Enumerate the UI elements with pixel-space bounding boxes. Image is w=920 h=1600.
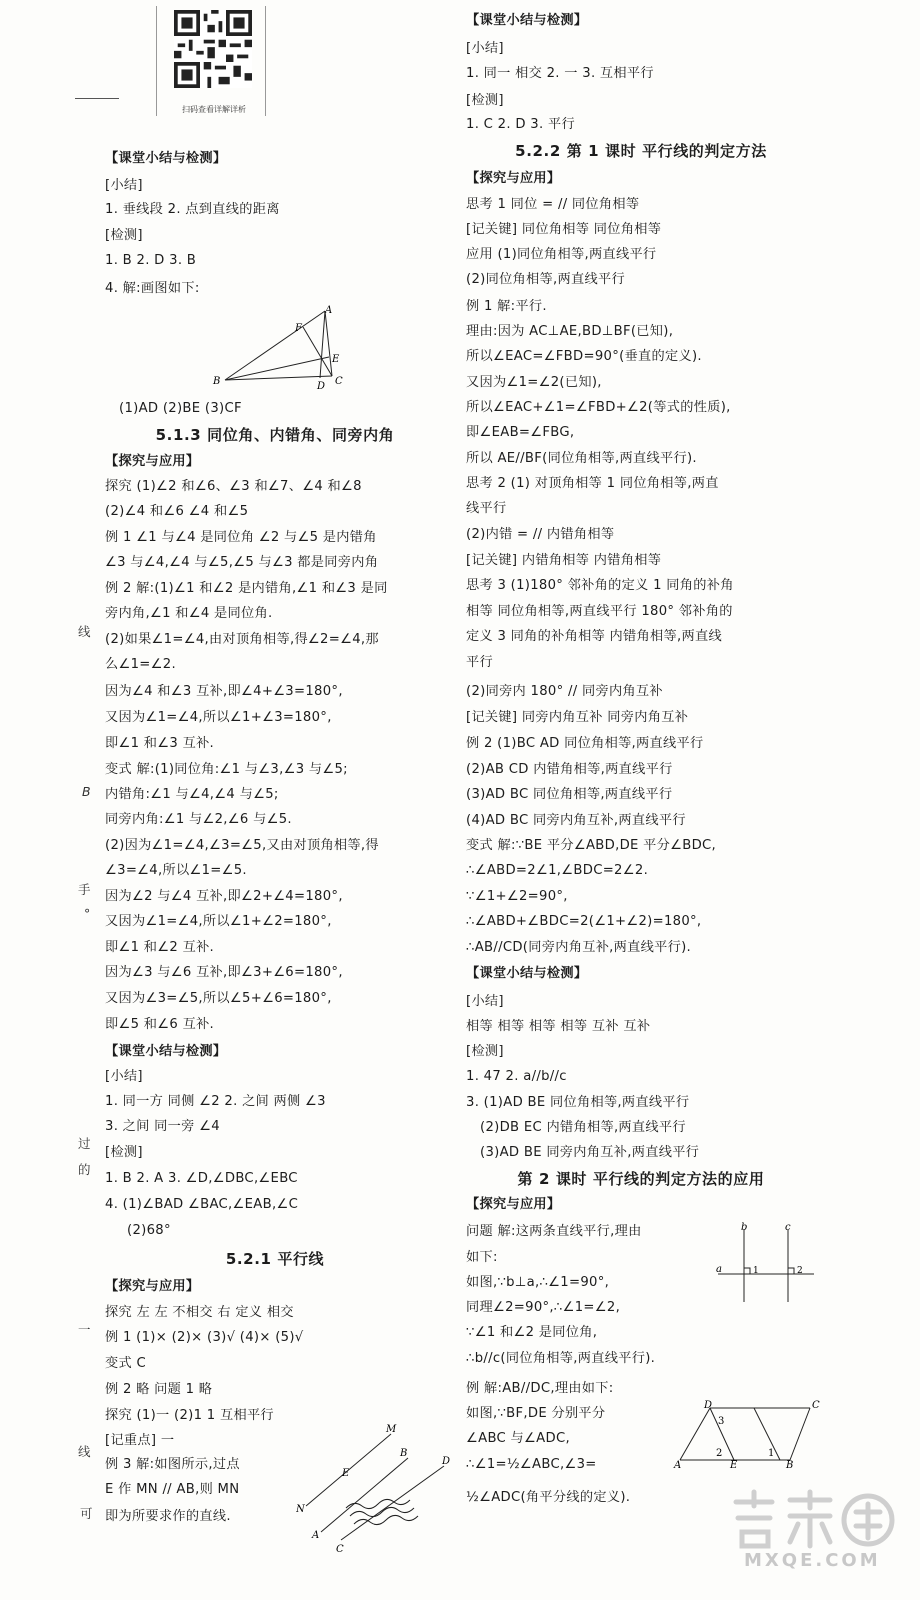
section-heading: 5.2.1 平行线 (225, 1250, 325, 1268)
text-line: ∴∠ABD+∠BDC=2(∠1+∠2)=180°, (466, 914, 702, 929)
text-line: 例 2 解:(1)∠1 和∠2 是内错角,∠1 和∠3 是同 (105, 581, 388, 596)
text-line: (2)同旁内 180° // 同旁内角互补 (466, 684, 663, 699)
text-line: 即∠1 和∠3 互补. (105, 736, 215, 751)
text-line: (4)AD BC 同旁内角互补,两直线平行 (466, 813, 686, 828)
text-line: (2)因为∠1=∠4,∠3=∠5,又由对顶角相等,得 (105, 838, 379, 853)
fig4-label: A (674, 1460, 682, 1468)
text-line: 思考 3 (1)180° 邻补角的定义 1 同角的补角 (466, 578, 734, 593)
text-line: 因为∠2 与∠4 互补,即∠2+∠4=180°, (105, 889, 343, 904)
fig1-label: C (335, 376, 343, 387)
fig1-label: D (317, 381, 326, 392)
text-line: [小结] (105, 1069, 143, 1084)
text-line: 又因为∠1=∠4,所以∠1+∠3=180°, (105, 710, 332, 725)
text-line: 平行 (466, 655, 493, 670)
margin-note: 线 (78, 624, 91, 639)
text-line: 思考 2 (1) 对顶角相等 1 同位角相等,两直 (466, 476, 719, 491)
fig2-label: E (342, 1468, 350, 1479)
text-line: 又因为∠3=∠5,所以∠5+∠6=180°, (105, 991, 332, 1006)
text-line: [检测] (105, 1145, 143, 1160)
text-line: ∴∠1=½∠ABC,∠3= (466, 1457, 597, 1472)
text-line: ½∠ADC(角平分线的定义). (466, 1490, 631, 1505)
text-line: [记关键] 同位角相等 同位角相等 (466, 222, 662, 237)
section-tag: 【课堂小结与检测】 (105, 151, 227, 166)
text-line: ∴b//c(同位角相等,两直线平行). (466, 1351, 656, 1366)
margin-note: 可 (80, 1506, 93, 1521)
text-line: (3)AD BC 同位角相等,两直线平行 (466, 787, 673, 802)
watermark-logo (728, 1488, 898, 1550)
fig4-label: E (730, 1460, 738, 1468)
text-line: 1. C 2. D 3. 平行 (466, 117, 575, 132)
fig4-label: 1 (768, 1448, 775, 1459)
text-line: 例 3 解:如图所示,过点 (105, 1457, 240, 1472)
text-line: 变式 解:∵BE 平分∠ABD,DE 平分∠BDC, (466, 838, 717, 853)
fig2-label: N (296, 1504, 305, 1515)
text-line: ∵∠1+∠2=90°, (466, 889, 568, 904)
section-tag: 【探究与应用】 (105, 1279, 200, 1294)
text-line: (2)如果∠1=∠4,由对顶角相等,得∠2=∠4,那 (105, 632, 379, 647)
text-line: [检测] (466, 93, 504, 108)
text-line: [记关键] 同旁内角互补 同旁内角互补 (466, 710, 689, 725)
text-line: [小结] (466, 994, 504, 1009)
section-tag: 【课堂小结与检测】 (105, 1044, 227, 1059)
text-line: 即∠5 和∠6 互补. (105, 1017, 215, 1032)
text-line: 又因为∠1=∠4,所以∠1+∠2=180°, (105, 914, 332, 929)
qr-code (168, 10, 258, 88)
text-line: 理由:因为 AC⊥AE,BD⊥BF(已知), (466, 324, 674, 339)
fig2-label: C (336, 1544, 344, 1555)
fig1-label: F (295, 323, 302, 334)
fig1-label: B (213, 376, 221, 387)
fig4-label: D (704, 1400, 713, 1411)
margin-note: 手 (78, 882, 91, 897)
text-line: [检测] (105, 228, 143, 243)
fig3-label: c (785, 1222, 791, 1233)
text-line: (2)∠4 和∠6 ∠4 和∠5 (105, 504, 249, 519)
text-line: 即∠EAB=∠FBG, (466, 425, 575, 440)
text-line: [小结] (466, 41, 504, 56)
text-line: ∴∠ABD=2∠1,∠BDC=2∠2. (466, 863, 649, 878)
text-line: 例 2 略 问题 1 略 (105, 1382, 213, 1397)
text-line: [记关键] 内错角相等 内错角相等 (466, 553, 662, 568)
fig3-label: b (741, 1222, 748, 1233)
text-line: (2)DB EC 内错角相等,两直线平行 (480, 1120, 686, 1135)
text-line: 如下: (466, 1250, 498, 1265)
text-line: 因为∠4 和∠3 互补,即∠4+∠3=180°, (105, 684, 343, 699)
text-line: ∠ABC 与∠ADC, (466, 1431, 570, 1446)
text-line: 变式 解:(1)同位角:∠1 与∠3,∠3 与∠5; (105, 762, 348, 777)
text-line: 例 解:AB//DC,理由如下: (466, 1381, 614, 1396)
fig4-label: C (812, 1400, 820, 1411)
section-tag: 【课堂小结与检测】 (466, 966, 588, 981)
text-line: 又因为∠1=∠2(已知), (466, 375, 602, 390)
text-line: 应用 (1)同位角相等,两直线平行 (466, 247, 657, 262)
text-line: 相等 同位角相等,两直线平行 180° 邻补角的 (466, 604, 733, 619)
text-line: 所以 AE//BF(同位角相等,两直线平行). (466, 451, 697, 466)
text-line: 3. 之间 同一旁 ∠4 (105, 1119, 220, 1134)
fig4-label: 3 (718, 1416, 725, 1427)
fig3-label: 1 (753, 1266, 759, 1276)
section-heading: 5.1.3 同位角、内错角、同旁内角 (155, 426, 395, 444)
text-line: 1. 同一 相交 2. 一 3. 互相平行 (466, 66, 654, 81)
figure-parallel-mn (296, 1420, 456, 1555)
text-line: 同旁内角:∠1 与∠2,∠6 与∠5. (105, 812, 292, 827)
section-heading: 5.2.2 第 1 课时 平行线的判定方法 (515, 142, 767, 160)
text-line: (2)AB CD 内错角相等,两直线平行 (466, 762, 673, 777)
margin-note: 过 (78, 1136, 91, 1151)
margin-note: ° (84, 906, 91, 921)
text-line: (1)AD (2)BE (3)CF (119, 401, 242, 416)
text-line: 1. B 2. A 3. ∠D,∠DBC,∠EBC (105, 1171, 298, 1186)
text-line: 线平行 (466, 501, 507, 516)
text-line: (2)同位角相等,两直线平行 (466, 272, 625, 287)
text-line: 如图,∵b⊥a,∴∠1=90°, (466, 1275, 610, 1290)
text-line: 3. (1)AD BE 同位角相等,两直线平行 (466, 1095, 690, 1110)
text-line: 相等 相等 相等 相等 互补 互补 (466, 1019, 651, 1034)
section-tag: 【探究与应用】 (466, 1197, 561, 1212)
watermark-url: MXQE.COM (744, 1550, 881, 1571)
text-line: 例 1 (1)× (2)× (3)√ (4)× (5)√ (105, 1330, 304, 1345)
text-line: [记重点] 一 (105, 1433, 175, 1448)
text-line: E 作 MN // AB,则 MN (105, 1482, 240, 1497)
fig1-label: E (332, 354, 340, 365)
text-line: (3)AD BE 同旁内角互补,两直线平行 (480, 1145, 700, 1160)
text-line: 探究 左 左 不相交 右 定义 相交 (105, 1305, 294, 1320)
text-line: 即为所要求作的直线. (105, 1509, 231, 1524)
fig2-label: M (386, 1424, 397, 1435)
section-tag: 【探究与应用】 (466, 171, 561, 186)
fig2-label: B (400, 1448, 408, 1459)
text-line: 旁内角,∠1 和∠4 是同位角. (105, 606, 273, 621)
text-line: 所以∠EAC+∠1=∠FBD+∠2(等式的性质), (466, 400, 731, 415)
figure-angle-bisectors (670, 1400, 820, 1468)
text-line: 同理∠2=90°,∴∠1=∠2, (466, 1300, 621, 1315)
text-line: 变式 C (105, 1356, 146, 1371)
text-line: 例 2 (1)BC AD 同位角相等,两直线平行 (466, 736, 704, 751)
top-rule (75, 98, 119, 99)
text-line: 所以∠EAC=∠FBD=90°(垂直的定义). (466, 349, 702, 364)
fig2-label: D (442, 1456, 451, 1467)
margin-note: 的 (78, 1162, 91, 1177)
fig3-label: 2 (797, 1266, 803, 1276)
figure-perpendicular-lines (712, 1222, 818, 1306)
text-line: (2)内错 = // 内错角相等 (466, 527, 615, 542)
text-line: [小结] (105, 178, 143, 193)
text-line: (2)68° (127, 1223, 171, 1238)
text-line: 1. B 2. D 3. B (105, 253, 197, 268)
fig1-label: A (325, 305, 333, 316)
text-line: 思考 1 同位 = // 同位角相等 (466, 197, 640, 212)
section-heading: 第 2 课时 平行线的判定方法的应用 (517, 1170, 765, 1188)
text-line: 1. 垂线段 2. 点到直线的距离 (105, 202, 280, 217)
margin-note: 线 (78, 1444, 91, 1459)
text-line: [检测] (466, 1044, 504, 1059)
figure-triangle-perpendiculars (205, 305, 355, 395)
fig4-label: 2 (716, 1448, 723, 1459)
text-line: ∵∠1 和∠2 是同位角, (466, 1325, 598, 1340)
text-line: ∠3=∠4,所以∠1=∠5. (105, 863, 247, 878)
text-line: 么∠1=∠2. (105, 657, 176, 672)
text-line: 探究 (1)∠2 和∠6、∠3 和∠7、∠4 和∠8 (105, 479, 362, 494)
text-line: 内错角:∠1 与∠4,∠4 与∠5; (105, 787, 279, 802)
section-tag: 【探究与应用】 (105, 454, 200, 469)
text-line: 4. 解:画图如下: (105, 281, 200, 296)
text-line: ∴AB//CD(同旁内角互补,两直线平行). (466, 940, 692, 955)
margin-note: 一 (78, 1322, 91, 1337)
text-line: 1. 同一方 同侧 ∠2 2. 之间 两侧 ∠3 (105, 1094, 326, 1109)
text-line: 探究 (1)一 (2)1 1 互相平行 (105, 1408, 274, 1423)
text-line: 如图,∵BF,DE 分别平分 (466, 1406, 606, 1421)
text-line: 因为∠3 与∠6 互补,即∠3+∠6=180°, (105, 965, 343, 980)
text-line: 1. 47 2. a//b//c (466, 1069, 567, 1084)
section-tag: 【课堂小结与检测】 (466, 13, 588, 28)
text-line: 例 1 ∠1 与∠4 是同位角 ∠2 与∠5 是内错角 (105, 530, 377, 545)
fig4-label: B (786, 1460, 794, 1468)
fig2-label: A (312, 1530, 320, 1541)
text-line: 例 1 解:平行. (466, 299, 547, 314)
text-line: 即∠1 和∠2 互补. (105, 940, 215, 955)
text-line: ∠3 与∠4,∠4 与∠5,∠5 与∠3 都是同旁内角 (105, 555, 379, 570)
qr-caption: 扫码查看详解详析 (182, 105, 246, 114)
text-line: 4. (1)∠BAD ∠BAC,∠EAB,∠C (105, 1197, 299, 1212)
margin-note: B (82, 784, 91, 799)
text-line: 定义 3 同角的补角相等 内错角相等,两直线 (466, 629, 722, 644)
fig3-label: a (716, 1264, 722, 1275)
text-line: 问题 解:这两条直线平行,理由 (466, 1224, 642, 1239)
